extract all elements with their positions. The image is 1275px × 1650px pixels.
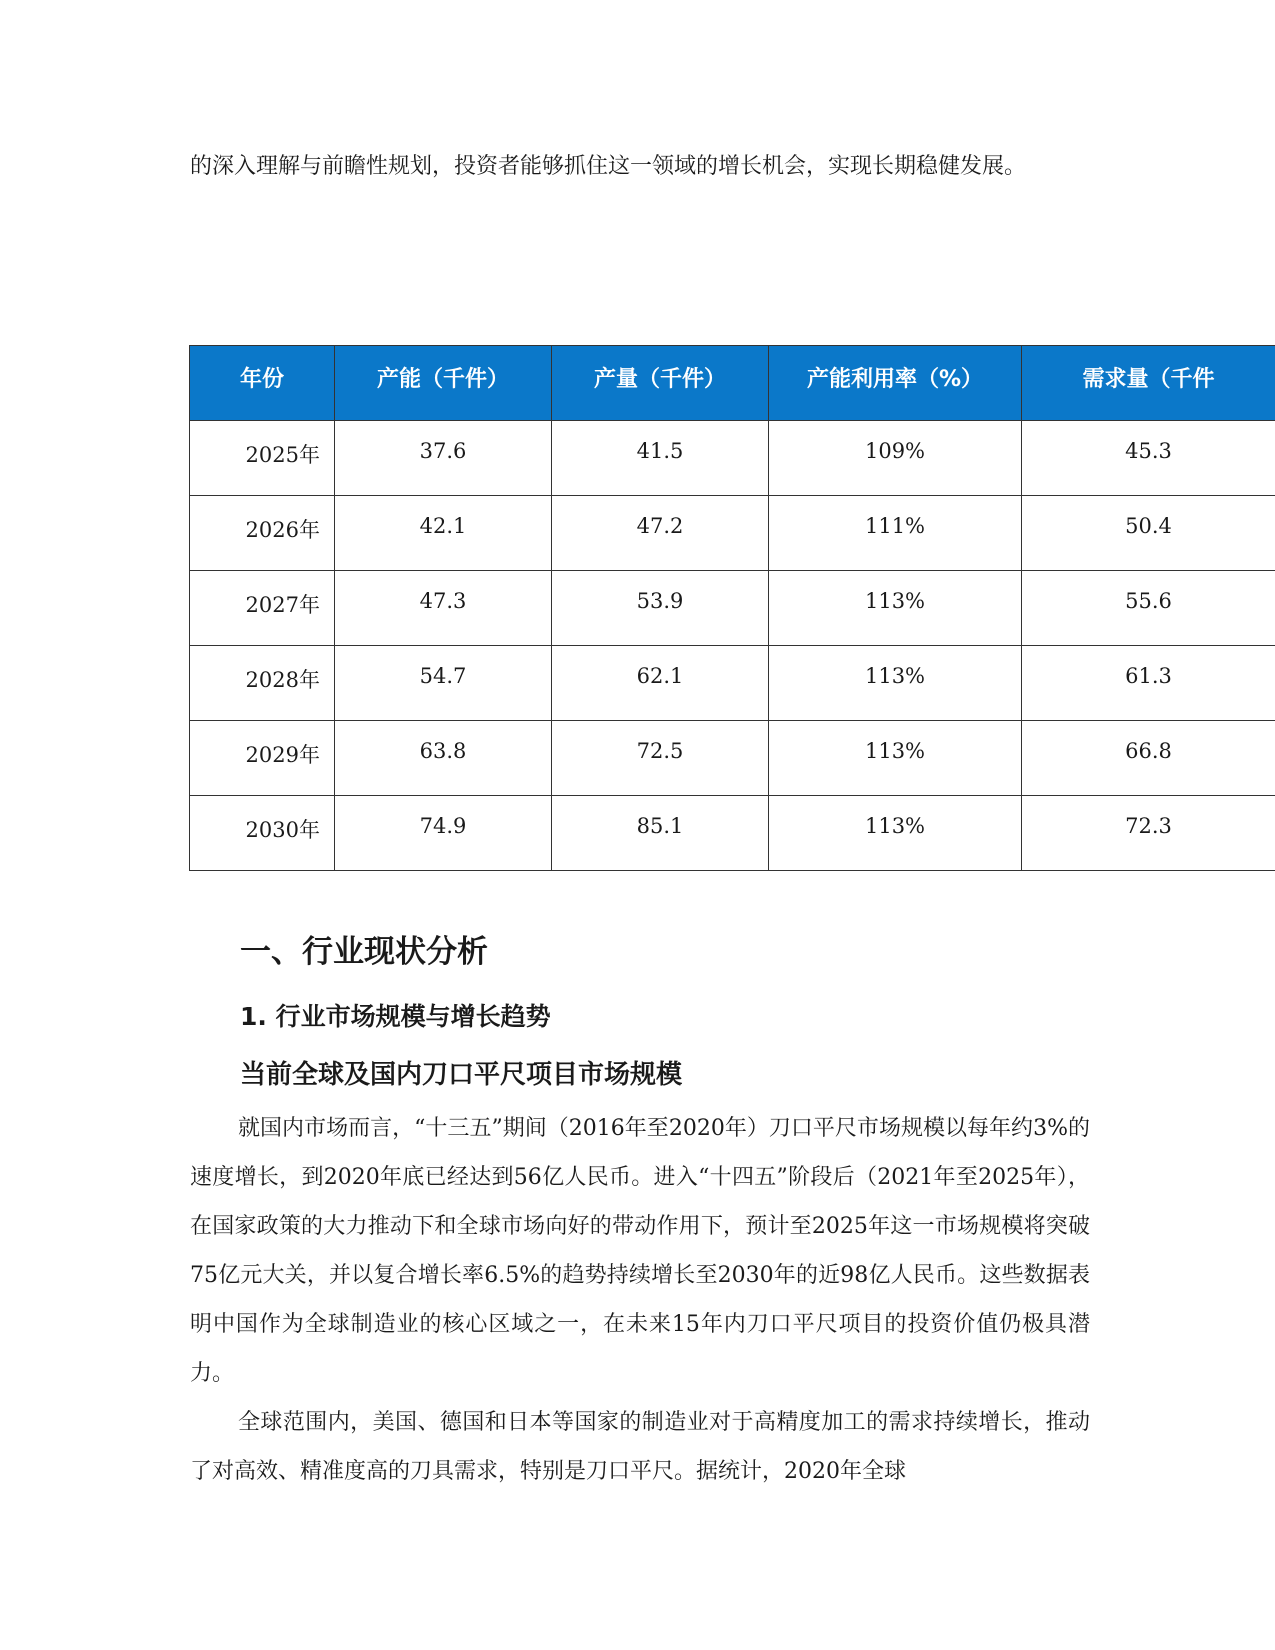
cell-capacity: 54.7 xyxy=(335,646,552,721)
cell-demand: 66.8 xyxy=(1022,721,1275,796)
cell-year: 2030年 xyxy=(190,796,335,871)
table-row xyxy=(190,421,1275,496)
cell-capacity: 63.8 xyxy=(335,721,552,796)
intro-paragraph: 的深入理解与前瞻性规划，投资者能够抓住这一领域的增长机会，实现长期稳健发展。 xyxy=(190,154,1027,179)
cell-output: 53.9 xyxy=(552,571,769,646)
table-row xyxy=(190,646,1275,721)
cell-utilization: 113% xyxy=(769,796,1022,871)
table-row xyxy=(190,796,1275,871)
table-row xyxy=(190,721,1275,796)
cell-output: 41.5 xyxy=(552,421,769,496)
cell-utilization: 111% xyxy=(769,496,1022,571)
header-output: 产量（千件） xyxy=(552,346,769,421)
cell-demand: 61.3 xyxy=(1022,646,1275,721)
cell-utilization: 109% xyxy=(769,421,1022,496)
cell-year: 2025年 xyxy=(190,421,335,496)
capacity-table xyxy=(189,345,1275,871)
cell-utilization: 113% xyxy=(769,646,1022,721)
cell-output: 62.1 xyxy=(552,646,769,721)
cell-output: 72.5 xyxy=(552,721,769,796)
cell-year: 2026年 xyxy=(190,496,335,571)
header-year: 年份 xyxy=(190,346,335,421)
table-row xyxy=(190,496,1275,571)
table-header-row xyxy=(190,346,1275,421)
cell-output: 85.1 xyxy=(552,796,769,871)
cell-utilization: 113% xyxy=(769,571,1022,646)
topic-heading: 当前全球及国内刀口平尺项目市场规模 xyxy=(240,1060,683,1090)
cell-capacity: 37.6 xyxy=(335,421,552,496)
cell-demand: 72.3 xyxy=(1022,796,1275,871)
cell-year: 2027年 xyxy=(190,571,335,646)
cell-demand: 50.4 xyxy=(1022,496,1275,571)
cell-capacity: 47.3 xyxy=(335,571,552,646)
cell-year: 2029年 xyxy=(190,721,335,796)
section-heading: 一、行业现状分析 xyxy=(240,934,488,970)
header-capacity: 产能（千件） xyxy=(335,346,552,421)
body-paragraph-global: 全球范围内，美国、德国和日本等国家的制造业对于高精度加工的需求持续增长，推动了对高效、精准度高的刀具需求，特别是刀口平尺。据统计，2020年全球 xyxy=(190,1410,1090,1484)
cell-capacity: 74.9 xyxy=(335,796,552,871)
cell-demand: 45.3 xyxy=(1022,421,1275,496)
body-paragraph-domestic: 就国内市场而言，“十三五”期间（2016年至2020年）刀口平尺市场规模以每年约3%的速度增长，到2020年底已经达到56亿人民币。进入“十四五”阶段后（2021年至2025年），在国家政策的大力推动下和全球市场向好的带动作用下，预计至2025年这一市场规模将突破75亿元大关，并以复合增长率6.5%的趋势持续增长至2030年的近98亿人民币。这些数据表明中国作为全球制造业的核心区域之一，在未来15年内刀口平尺项目的投资价值仍极具潜力。 xyxy=(190,1116,1090,1386)
header-demand: 需求量（千件 xyxy=(1022,346,1275,421)
cell-output: 47.2 xyxy=(552,496,769,571)
header-utilization: 产能利用率（%） xyxy=(769,346,1022,421)
table-row xyxy=(190,571,1275,646)
cell-demand: 55.6 xyxy=(1022,571,1275,646)
cell-utilization: 113% xyxy=(769,721,1022,796)
cell-capacity: 42.1 xyxy=(335,496,552,571)
subsection-heading: 1. 行业市场规模与增长趋势 xyxy=(240,1002,551,1031)
cell-year: 2028年 xyxy=(190,646,335,721)
